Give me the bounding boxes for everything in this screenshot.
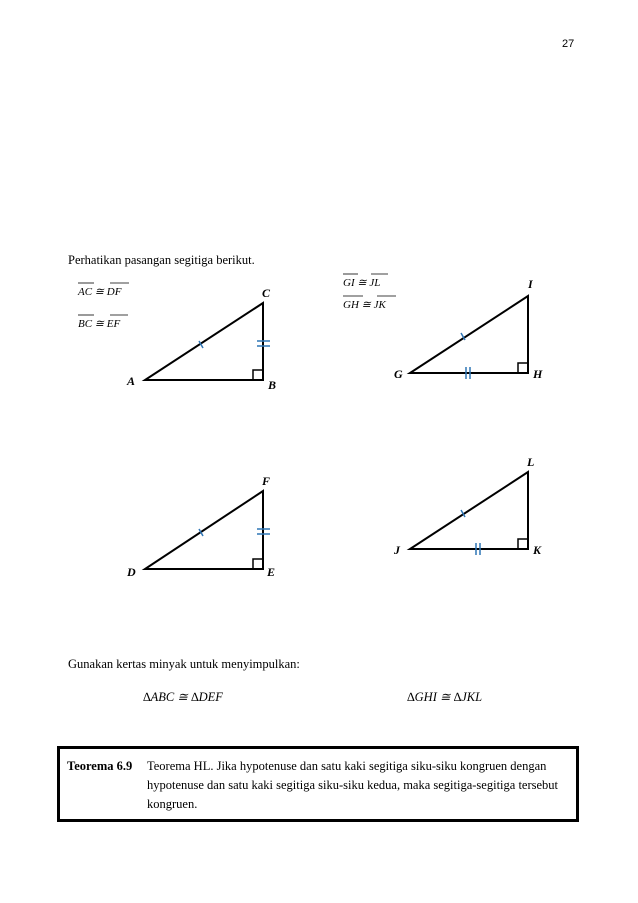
triangle-ghi (410, 296, 528, 379)
vertex-l: L (527, 455, 535, 469)
cong-gi-jl: GI ≅ JL (343, 277, 381, 289)
vertex-g: G (394, 367, 403, 381)
vertex-a: A (127, 374, 136, 388)
triangle-def (145, 491, 270, 569)
triangle-jkl (410, 472, 528, 555)
vertex-i: I (528, 277, 533, 291)
triangle-abc (145, 303, 270, 380)
theorem-label: Teorema 6.9 (67, 759, 133, 773)
theorem-box (57, 746, 579, 822)
vertex-f: F (262, 474, 271, 488)
cong-bc-ef: BC ≅ EF (78, 318, 121, 330)
intro-text: Perhatikan pasangan segitiga berikut. (68, 253, 255, 267)
conclusion-ghi-jkl: ∆GHI ≅ ∆JKL (407, 690, 483, 704)
vertex-e: E (267, 565, 276, 579)
conclusion-abc-def: ∆ABC ≅ ∆DEF (143, 690, 223, 704)
page-number: 27 (562, 38, 575, 50)
vertex-c: C (262, 286, 271, 300)
vertex-b: B (268, 378, 277, 392)
vertex-j: J (394, 543, 400, 557)
cong-gh-jk: GH ≅ JK (343, 299, 386, 311)
vertex-k: K (533, 543, 542, 557)
vertex-d: D (127, 565, 136, 579)
vertex-h: H (533, 367, 543, 381)
theorem-text: Teorema HL. Jika hypotenuse dan satu kaki segitiga siku-siku kongruen dengan hypotenuse dan satu kaki segitiga siku-siku kedua, maka segitiga-segitiga tersebut kongruen. (147, 759, 559, 811)
cong-ac-df: AC ≅ DF (78, 286, 122, 298)
instruction-text: Gunakan kertas minyak untuk menyimpulkan: (68, 657, 300, 671)
